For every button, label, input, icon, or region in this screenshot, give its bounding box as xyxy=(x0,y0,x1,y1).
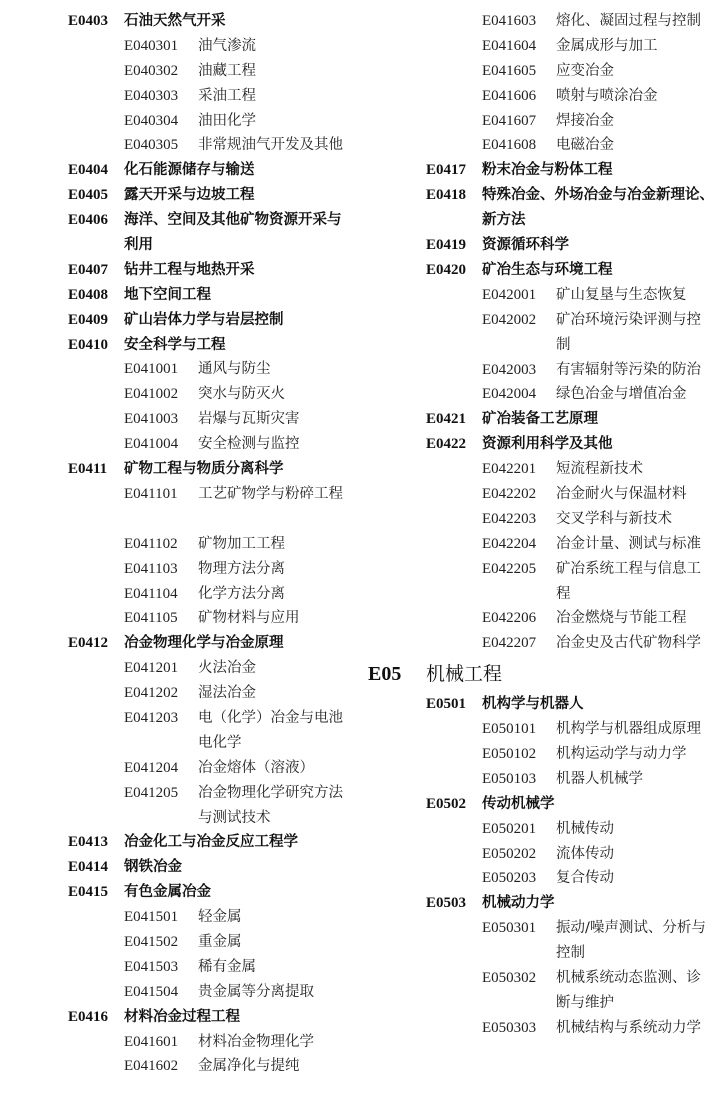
subject-code: E050202 xyxy=(482,845,537,862)
subject-name: 资源循环科学 xyxy=(482,237,569,254)
subject-code: E0412 xyxy=(68,635,109,652)
subject-name: 油藏工程 xyxy=(198,62,256,79)
subject-name: 机构学与机器人 xyxy=(482,696,584,713)
subject-name: 钻井工程与地热开采 xyxy=(124,261,255,278)
subject-entry xyxy=(426,966,716,1016)
subject-entry xyxy=(426,109,716,134)
subject-name: 喷射与喷涂冶金 xyxy=(556,87,658,104)
subject-name: 化学方法分离 xyxy=(198,585,285,602)
subject-name: 金属成形与加工 xyxy=(556,37,658,54)
subject-heading xyxy=(426,183,716,233)
subject-heading xyxy=(68,208,358,258)
subject-entry xyxy=(426,382,716,407)
subject-entry xyxy=(68,656,358,681)
subject-code: E041103 xyxy=(124,560,178,577)
subject-entry xyxy=(426,482,716,507)
subject-code: E050302 xyxy=(482,970,537,987)
subject-code: E041603 xyxy=(482,13,537,29)
subject-code: E042206 xyxy=(482,610,537,627)
subject-name: 油气渗流 xyxy=(198,37,256,54)
subject-name: 通风与防尘 xyxy=(198,361,271,378)
subject-name: 冶金燃烧与节能工程 xyxy=(556,610,687,627)
subject-code: E040303 xyxy=(124,87,179,104)
subject-name: 机器人机械学 xyxy=(556,770,643,787)
subject-name: 钢铁冶金 xyxy=(124,859,182,876)
subject-name: 工艺矿物学与粉碎工程 xyxy=(198,485,343,502)
subject-heading xyxy=(68,283,358,308)
subject-name: 化石能源储存与输送 xyxy=(124,162,255,179)
subject-code: E041503 xyxy=(124,958,179,975)
left-column xyxy=(68,9,358,1079)
subject-entry xyxy=(68,407,358,432)
subject-entry xyxy=(68,84,358,109)
subject-name: 冶金耐火与保温材料 xyxy=(556,485,687,502)
subject-name: 矿物工程与物质分离科学 xyxy=(124,461,284,478)
subject-code: E041001 xyxy=(124,361,179,378)
subject-entry xyxy=(68,34,358,59)
subject-entry xyxy=(426,767,716,792)
subject-code: E041204 xyxy=(124,759,179,776)
subject-code: E042201 xyxy=(482,461,537,478)
subject-entry xyxy=(426,84,716,109)
subject-name: 冶金史及古代矿物科学 xyxy=(556,635,701,652)
subject-heading xyxy=(426,158,716,183)
subject-code: E042004 xyxy=(482,386,537,403)
subject-heading xyxy=(68,258,358,283)
subject-entry xyxy=(68,59,358,84)
subject-name: 非常规油气开发及其他 xyxy=(198,137,343,154)
subject-name: 电（化学）冶金与电池电化学 xyxy=(198,709,343,751)
subject-code: E041607 xyxy=(482,112,537,129)
subject-code: E041105 xyxy=(124,610,178,627)
subject-code: E040305 xyxy=(124,137,179,154)
subject-entry xyxy=(68,1030,358,1055)
subject-code: E0414 xyxy=(68,859,109,876)
subject-heading xyxy=(68,1005,358,1030)
subject-name: 绿色冶金与增值冶金 xyxy=(556,386,687,403)
subject-code: E0407 xyxy=(68,261,109,278)
subject-entry xyxy=(426,606,716,631)
subject-entry xyxy=(68,681,358,706)
subject-code: E0411 xyxy=(68,461,108,478)
subject-code: E050303 xyxy=(482,1019,537,1036)
subject-heading xyxy=(68,880,358,905)
subject-name: 机械系统动态监测、诊断与维护 xyxy=(556,970,701,1011)
subject-entry xyxy=(68,482,358,532)
subject-name: 露天开采与边坡工程 xyxy=(124,187,255,204)
subject-code: E042001 xyxy=(482,286,537,303)
subject-name: 稀有金属 xyxy=(198,958,256,975)
right-column xyxy=(368,9,716,1041)
subject-code: E042204 xyxy=(482,535,537,552)
subject-code: E0405 xyxy=(68,187,109,204)
subject-code: E041205 xyxy=(124,784,179,801)
subject-heading xyxy=(68,158,358,183)
subject-code: E041203 xyxy=(124,709,179,726)
subject-code: E0417 xyxy=(426,162,467,179)
subject-code: E041608 xyxy=(482,137,537,154)
subject-name: 地下空间工程 xyxy=(124,286,211,303)
subject-code: E050203 xyxy=(482,870,537,887)
subject-name: 机构运动学与动力学 xyxy=(556,745,687,762)
subject-name: 金属净化与提纯 xyxy=(198,1058,300,1075)
subject-name: 有害辐射等污染的防治 xyxy=(556,361,701,378)
subject-entry xyxy=(426,717,716,742)
subject-name: 岩爆与瓦斯灾害 xyxy=(198,411,300,428)
subject-entry xyxy=(68,955,358,980)
subject-name: 贵金属等分离提取 xyxy=(198,983,314,1000)
subject-name: 复合传动 xyxy=(556,870,614,887)
subject-entry xyxy=(68,1054,358,1079)
subject-name: 应变冶金 xyxy=(556,62,614,79)
subject-code: E040301 xyxy=(124,37,179,54)
subject-entry xyxy=(426,9,716,34)
subject-entry xyxy=(426,1016,716,1041)
subject-entry xyxy=(68,357,358,382)
subject-entry xyxy=(426,842,716,867)
subject-code: E041502 xyxy=(124,934,179,951)
subject-code: E0422 xyxy=(426,436,467,453)
subject-code: E0416 xyxy=(68,1008,109,1025)
subject-entry xyxy=(426,59,716,84)
subject-heading xyxy=(68,457,358,482)
subject-code: E0420 xyxy=(426,261,467,278)
subject-name: 石油天然气开采 xyxy=(124,13,226,29)
subject-code: E041504 xyxy=(124,983,179,1000)
subject-name: 矿冶装备工艺原理 xyxy=(482,411,598,428)
subject-code: E041601 xyxy=(124,1033,179,1050)
subject-name: 资源利用科学及其他 xyxy=(482,436,613,453)
subject-code: E041101 xyxy=(124,485,178,502)
subject-code: E041604 xyxy=(482,37,537,54)
subject-code: E0421 xyxy=(426,411,467,428)
subject-heading xyxy=(426,891,716,916)
subject-heading xyxy=(426,692,716,717)
subject-heading xyxy=(426,407,716,432)
subject-name: 安全科学与工程 xyxy=(124,336,226,353)
subject-heading xyxy=(68,9,358,34)
subject-name: 机械工程 xyxy=(426,663,503,686)
subject-entry xyxy=(426,34,716,59)
subject-entry xyxy=(68,432,358,457)
subject-entry xyxy=(426,742,716,767)
subject-code: E042003 xyxy=(482,361,537,378)
subject-name: 矿山岩体力学与岩层控制 xyxy=(124,311,284,328)
subject-entry xyxy=(426,557,716,607)
subject-code: E042202 xyxy=(482,485,537,502)
subject-name: 采油工程 xyxy=(198,87,256,104)
subject-name: 特殊冶金、外场冶金与冶金新理论、新方法 xyxy=(482,187,714,229)
subject-code: E041104 xyxy=(124,585,178,602)
subject-code: E0410 xyxy=(68,336,109,353)
subject-entry xyxy=(68,109,358,134)
subject-code: E0502 xyxy=(426,795,467,812)
subject-code: E042207 xyxy=(482,635,537,652)
subject-code: E041202 xyxy=(124,685,179,702)
subject-entry xyxy=(68,706,358,756)
category-heading xyxy=(368,656,716,692)
subject-name: 湿法冶金 xyxy=(198,685,256,702)
subject-code: E05 xyxy=(368,663,402,686)
subject-entry xyxy=(68,133,358,158)
subject-name: 矿山复垦与生态恢复 xyxy=(556,286,687,303)
subject-name: 重金属 xyxy=(198,934,242,951)
subject-name: 机械结构与系统动力学 xyxy=(556,1019,701,1036)
subject-name: 熔化、凝固过程与控制 xyxy=(556,13,701,29)
subject-name: 矿冶环境污染评测与控制 xyxy=(556,311,701,353)
subject-name: 冶金物理化学与冶金原理 xyxy=(124,635,284,652)
subject-code: E0503 xyxy=(426,895,467,912)
subject-code: E0501 xyxy=(426,696,467,713)
subject-code: E0419 xyxy=(426,237,467,254)
subject-name: 安全检测与监控 xyxy=(198,436,300,453)
subject-entry xyxy=(426,916,716,966)
subject-entry xyxy=(68,781,358,831)
subject-code: E050101 xyxy=(482,721,537,738)
subject-heading xyxy=(68,333,358,358)
subject-entry xyxy=(68,930,358,955)
subject-code: E041602 xyxy=(124,1058,179,1075)
subject-name: 海洋、空间及其他矿物资源开采与利用 xyxy=(124,212,342,254)
subject-entry xyxy=(68,382,358,407)
subject-code: E050301 xyxy=(482,920,537,937)
subject-entry xyxy=(68,606,358,631)
subject-entry xyxy=(426,866,716,891)
subject-heading xyxy=(68,830,358,855)
subject-name: 振动/噪声测试、分析与控制 xyxy=(556,920,706,962)
subject-name: 焊接冶金 xyxy=(556,112,614,129)
subject-entry xyxy=(68,557,358,582)
subject-heading xyxy=(68,183,358,208)
subject-name: 粉末冶金与粉体工程 xyxy=(482,162,613,179)
subject-code: E0415 xyxy=(68,884,109,901)
subject-entry xyxy=(68,582,358,607)
subject-entry xyxy=(426,532,716,557)
subject-code: E050201 xyxy=(482,820,537,837)
subject-code: E042002 xyxy=(482,311,537,328)
subject-code: E041606 xyxy=(482,87,537,104)
subject-code: E0408 xyxy=(68,286,109,303)
subject-name: 电磁冶金 xyxy=(556,137,614,154)
subject-code: E042205 xyxy=(482,560,537,577)
subject-name: 油田化学 xyxy=(198,112,256,129)
subject-name: 短流程新技术 xyxy=(556,461,643,478)
subject-name: 机械动力学 xyxy=(482,895,555,912)
subject-code: E0403 xyxy=(68,13,109,29)
subject-code: E040304 xyxy=(124,112,179,129)
subject-name: 轻金属 xyxy=(198,909,242,926)
subject-heading xyxy=(426,258,716,283)
subject-name: 突水与防灭火 xyxy=(198,386,285,403)
subject-entry xyxy=(426,308,716,358)
subject-name: 冶金计量、测试与标准 xyxy=(556,535,701,552)
subject-code: E040302 xyxy=(124,62,179,79)
subject-name: 有色金属冶金 xyxy=(124,884,211,901)
subject-name: 流体传动 xyxy=(556,845,614,862)
subject-heading xyxy=(68,308,358,333)
subject-name: 材料冶金过程工程 xyxy=(124,1008,240,1025)
subject-heading xyxy=(68,631,358,656)
subject-entry xyxy=(68,905,358,930)
subject-name: 矿冶生态与环境工程 xyxy=(482,261,613,278)
subject-entry xyxy=(426,358,716,383)
subject-name: 冶金熔体（溶液） xyxy=(198,759,314,776)
subject-name: 矿物加工工程 xyxy=(198,535,285,552)
subject-entry xyxy=(426,507,716,532)
subject-name: 冶金化工与冶金反应工程学 xyxy=(124,834,298,851)
subject-name: 传动机械学 xyxy=(482,795,555,812)
subject-entry xyxy=(426,457,716,482)
subject-code: E0404 xyxy=(68,162,109,179)
subject-name: 物理方法分离 xyxy=(198,560,285,577)
subject-name: 机构学与机器组成原理 xyxy=(556,721,701,738)
subject-name: 冶金物理化学研究方法与测试技术 xyxy=(198,784,343,826)
subject-code: E041004 xyxy=(124,436,179,453)
subject-code: E041102 xyxy=(124,535,178,552)
subject-name: 矿物材料与应用 xyxy=(198,610,300,627)
subject-code: E050102 xyxy=(482,745,537,762)
subject-entry xyxy=(426,133,716,158)
subject-code: E041201 xyxy=(124,660,179,677)
subject-code: E0406 xyxy=(68,212,109,229)
subject-code: E041605 xyxy=(482,62,537,79)
subject-entry xyxy=(68,980,358,1005)
subject-code: E041003 xyxy=(124,411,179,428)
subject-name: 材料冶金物理化学 xyxy=(198,1033,314,1050)
subject-heading xyxy=(426,792,716,817)
subject-code: E0409 xyxy=(68,311,109,328)
subject-code: E0413 xyxy=(68,834,109,851)
subject-name: 交叉学科与新技术 xyxy=(556,510,672,527)
subject-entry xyxy=(426,631,716,656)
subject-code: E041501 xyxy=(124,909,179,926)
subject-name: 机械传动 xyxy=(556,820,614,837)
subject-entry xyxy=(426,283,716,308)
subject-heading xyxy=(68,855,358,880)
subject-heading xyxy=(426,233,716,258)
subject-code: E042203 xyxy=(482,510,537,527)
subject-name: 火法冶金 xyxy=(198,660,256,677)
subject-entry xyxy=(68,756,358,781)
subject-heading xyxy=(426,432,716,457)
subject-code: E050103 xyxy=(482,770,537,787)
subject-code: E041002 xyxy=(124,386,179,403)
subject-entry xyxy=(68,532,358,557)
subject-name: 矿冶系统工程与信息工程 xyxy=(556,560,701,602)
subject-code: E0418 xyxy=(426,187,467,204)
subject-entry xyxy=(426,817,716,842)
